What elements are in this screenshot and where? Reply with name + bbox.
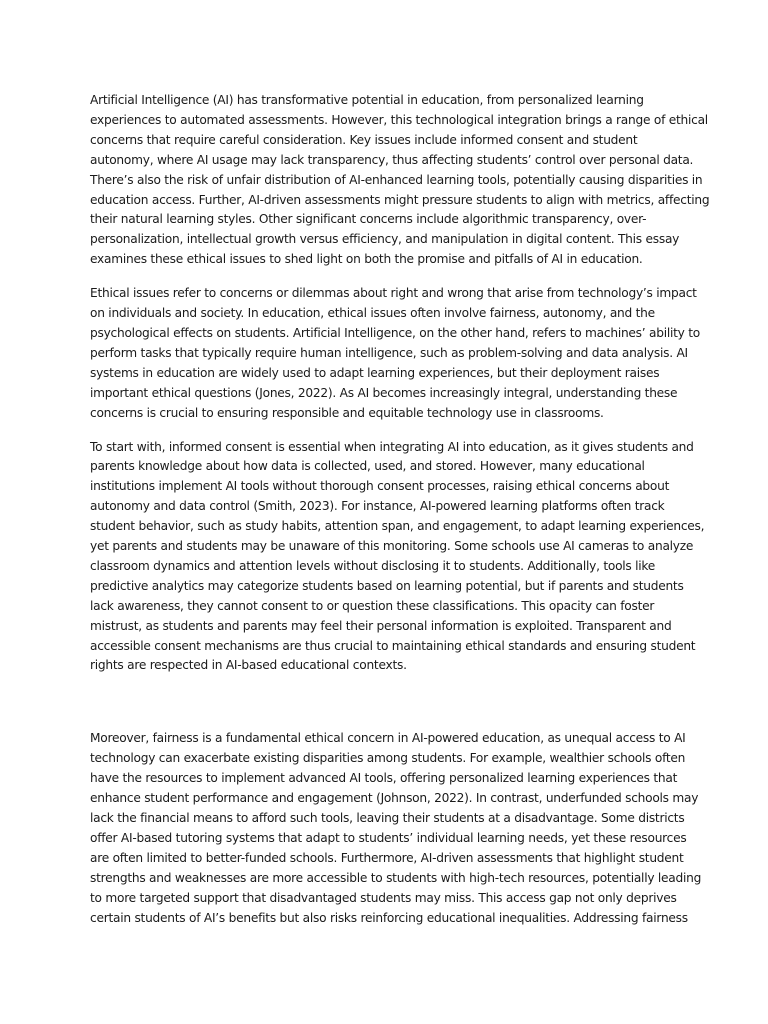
text-line: strengths and weaknesses are more accessible to students with high-tech resources, potentially leading	[90, 870, 702, 885]
blank-space	[90, 676, 686, 729]
text-line: offer AI-based tutoring systems that adapt to students’ individual learning needs, yet these resources	[90, 830, 687, 845]
text-line: concerns that require careful consideration. Key issues include informed consent and student	[90, 132, 638, 147]
text-line: are often limited to better-funded schools. Furthermore, AI-driven assessments that highlight student	[90, 850, 684, 865]
text-line: autonomy and data control (Smith, 2023). For instance, AI-powered learning platforms often track	[90, 499, 665, 514]
text-line: certain students of AI’s benefits but also risks reinforcing educational inequalities. Addressing fairness	[90, 910, 688, 925]
text-line: on individuals and society. In education, ethical issues often involve fairness, autonomy, and the	[90, 306, 655, 321]
text-line: rights are respected in AI-based educational contexts.	[90, 658, 407, 673]
text-line: Moreover, fairness is a fundamental ethical concern in AI-powered education, as unequal access to AI	[90, 731, 686, 746]
text-line: student behavior, such as study habits, attention span, and engagement, to adapt learning experiences,	[90, 519, 705, 534]
text-line: predictive analytics may categorize students based on learning potential, but if parents and students	[90, 578, 684, 593]
text-line: lack awareness, they cannot consent to or question these classifications. This opacity can foster	[90, 598, 655, 613]
paragraph-informed-consent	[90, 438, 705, 677]
paragraph-introduction	[90, 91, 710, 270]
text-line: experiences to automated assessments. However, this technological integration brings a range of ethical	[90, 112, 708, 127]
text-line: To start with, informed consent is essential when integrating AI into education, as it gives students and	[90, 439, 694, 454]
text-line: lack the financial means to afford such tools, leaving their students at a disadvantage. Some districts	[90, 811, 685, 825]
document-body	[90, 91, 710, 928]
text-line: to more targeted support that disadvantaged students may miss. This access gap not only deprives	[90, 890, 677, 905]
text-line: Artificial Intelligence (AI) has transformative potential in education, from personalized learning	[90, 93, 644, 107]
text-line: concerns is crucial to ensuring responsible and equitable technology use in classrooms.	[90, 405, 604, 420]
text-line: enhance student performance and engagement (Johnson, 2022). In contrast, underfunded schools may	[90, 791, 699, 806]
paragraph-definitions	[90, 284, 700, 423]
text-line: perform tasks that typically require human intelligence, such as problem-solving and data analysis. AI	[90, 345, 688, 360]
text-line: personalization, intellectual growth versus efficiency, and manipulation in digital content. This essay	[90, 232, 680, 247]
text-line: important ethical questions (Jones, 2022). As AI becomes increasingly integral, understanding these	[90, 385, 678, 400]
text-line: systems in education are widely used to adapt learning experiences, but their deployment raises	[90, 365, 660, 380]
text-line: institutions implement AI tools without thorough consent processes, raising ethical concerns about	[90, 479, 670, 494]
text-line: technology can exacerbate existing disparities among students. For example, wealthier schools often	[90, 751, 686, 766]
text-line: mistrust, as students and parents may feel their personal information is exploited. Transparent and	[90, 618, 672, 633]
text-line: accessible consent mechanisms are thus crucial to maintaining ethical standards and ensuring student	[90, 638, 696, 653]
text-line: parents knowledge about how data is collected, used, and stored. However, many educational	[90, 459, 645, 474]
paragraph-fairness	[90, 729, 702, 928]
text-line: psychological effects on students. Artificial Intelligence, on the other hand, refers to machines’ ability to	[90, 325, 700, 340]
text-line: Ethical issues refer to concerns or dilemmas about right and wrong that arise from technology’s impact	[90, 286, 697, 301]
text-line: examines these ethical issues to shed light on both the promise and pitfalls of AI in education.	[90, 252, 643, 267]
text-line: education access. Further, AI-driven assessments might pressure students to align with metrics, affecting	[90, 192, 710, 207]
text-line: There’s also the risk of unfair distribution of AI-enhanced learning tools, potentially causing disparities in	[90, 172, 703, 187]
text-line: autonomy, where AI usage may lack transparency, thus affecting students’ control over personal data.	[90, 152, 694, 167]
text-line: have the resources to implement advanced AI tools, offering personalized learning experiences that	[90, 771, 678, 786]
text-line: classroom dynamics and attention levels without disclosing it to students. Additionally, tools like	[90, 558, 656, 573]
text-line: their natural learning styles. Other significant concerns include algorithmic transparency, over-	[90, 212, 647, 227]
text-line: yet parents and students may be unaware of this monitoring. Some schools use AI cameras to analyze	[90, 539, 694, 554]
